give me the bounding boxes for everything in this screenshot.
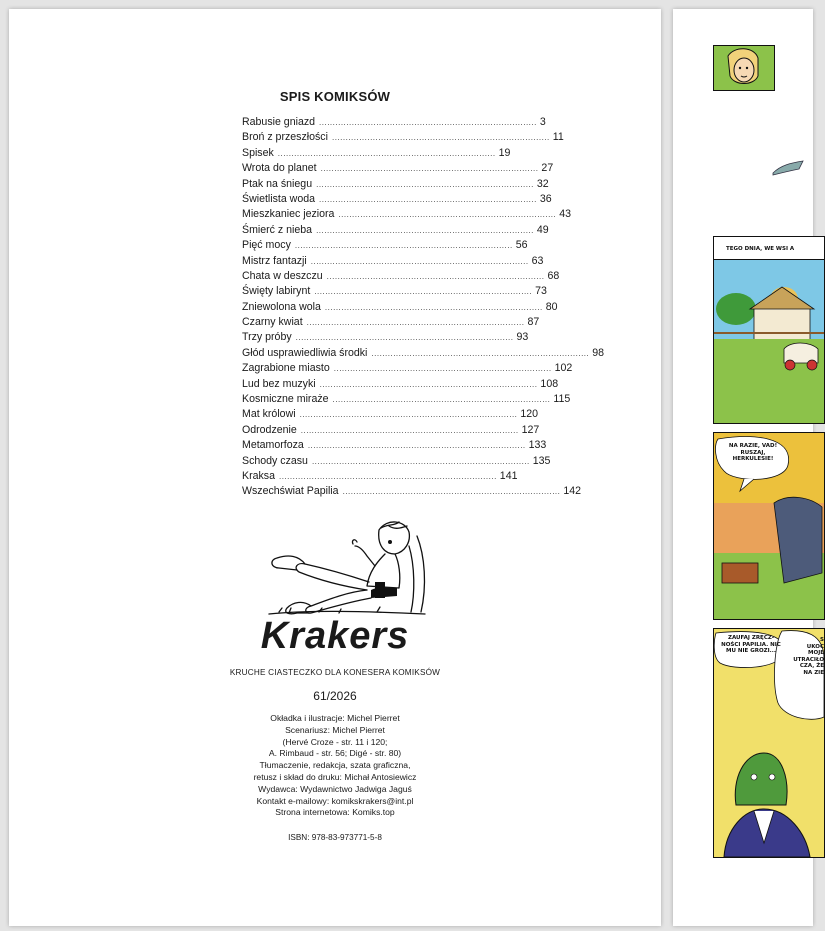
toc-entry-page: 133 bbox=[528, 439, 547, 452]
toc-leader-dots bbox=[295, 241, 513, 250]
toc-entry bbox=[242, 254, 544, 270]
toc-entry-title: Mat królowi bbox=[242, 408, 296, 421]
toc-entry bbox=[242, 162, 554, 177]
toc-entry-page: 115 bbox=[553, 393, 571, 406]
toc-entry-title: Trzy próby bbox=[242, 331, 292, 344]
issue-number: 61/2026 bbox=[313, 689, 357, 703]
reclining-figure-illustration bbox=[249, 516, 429, 616]
toc-leader-dots bbox=[325, 303, 543, 312]
toc-entry bbox=[242, 285, 547, 300]
toc-entry-title: Śmierć z nieba bbox=[242, 223, 313, 236]
bubble-line: NOŚCI PAPILIA. NIC bbox=[721, 641, 781, 648]
toc-entry-page: 127 bbox=[521, 423, 540, 436]
toc-entry-page: 43 bbox=[559, 208, 572, 221]
toc-entry-title: Święty labirynt bbox=[242, 285, 311, 298]
comic-panel-green-character bbox=[713, 628, 825, 858]
credit-line: A. Rimbaud - str. 56; Digé - str. 80) bbox=[268, 748, 402, 759]
right-page-comic bbox=[673, 9, 824, 926]
village-scene-image bbox=[714, 259, 824, 423]
bubble-line: HERKULESIE! bbox=[732, 456, 774, 462]
toc-entry bbox=[242, 269, 560, 285]
toc-entry-page: 3 bbox=[539, 116, 546, 128]
toc-list bbox=[242, 116, 605, 501]
toc-leader-dots bbox=[308, 441, 526, 450]
toc-leader-dots bbox=[307, 318, 525, 327]
toc-leader-dots bbox=[320, 380, 538, 389]
toc-leader-dots bbox=[338, 210, 556, 219]
toc-leader-dots bbox=[300, 410, 518, 419]
toc-entry bbox=[242, 362, 573, 377]
toc-entry bbox=[242, 223, 549, 239]
toc-entry-page: 68 bbox=[547, 269, 560, 282]
comic-panel-village bbox=[713, 236, 825, 424]
toc-entry bbox=[242, 316, 540, 331]
toc-entry bbox=[242, 485, 582, 500]
toc-leader-dots bbox=[314, 287, 532, 296]
boy-portrait-image bbox=[714, 46, 774, 90]
tagline: KRUCHE CIASTECZKO DLA KONESERA KOMIKSÓW bbox=[229, 668, 441, 677]
bubble-line: UTRACIŁO bbox=[793, 656, 824, 663]
bubble-line: NA RAZIE, VAD! bbox=[728, 443, 778, 449]
toc-entry-page: 108 bbox=[540, 377, 559, 390]
toc-leader-dots bbox=[316, 226, 534, 235]
toc-leader-dots bbox=[343, 487, 561, 496]
toc-entry-page: 135 bbox=[532, 454, 551, 467]
toc-entry-page: 56 bbox=[515, 239, 528, 252]
toc-entry bbox=[242, 146, 511, 162]
speech-bubble-3 bbox=[784, 637, 824, 676]
toc-entry-page: 36 bbox=[539, 192, 552, 205]
toc-entry-page: 120 bbox=[520, 408, 539, 421]
toc-entry-title: Ptak na śniegu bbox=[242, 177, 313, 190]
toc-entry-title: Odrodzenie bbox=[242, 423, 297, 436]
toc-entry-title: Zagrabione miasto bbox=[242, 362, 330, 375]
toc-entry-title: Spisek bbox=[242, 146, 274, 159]
toc-entry-title: Rabusie gniazd bbox=[242, 116, 316, 128]
toc-entry-title: Mistrz fantazji bbox=[242, 254, 307, 267]
toc-entry-page: 98 bbox=[592, 346, 605, 359]
toc-entry-page: 93 bbox=[516, 331, 529, 344]
toc-entry bbox=[242, 377, 559, 393]
toc-entry-page: 11 bbox=[552, 131, 564, 144]
krakers-logo: Krakers bbox=[260, 615, 410, 657]
toc-entry-title: Schody czasu bbox=[242, 454, 308, 467]
toc-leader-dots bbox=[333, 395, 551, 404]
toc-title: SPIS KOMIKSÓW bbox=[279, 89, 391, 104]
toc-entry-page: 19 bbox=[498, 146, 511, 159]
toc-entry-title: Pięć mocy bbox=[242, 239, 291, 252]
toc-entry bbox=[242, 131, 564, 146]
bubble-line: RUSZAJ, bbox=[740, 449, 766, 456]
bubble-line: MU NIE GROZI... bbox=[726, 648, 776, 654]
toc-leader-dots bbox=[278, 149, 496, 158]
toc-entry-title: Metamorfoza bbox=[242, 439, 304, 452]
toc-entry bbox=[242, 408, 539, 423]
toc-entry-title: Lud bez muzyki bbox=[242, 377, 316, 390]
toc-entry bbox=[242, 454, 551, 470]
toc-entry bbox=[242, 208, 572, 223]
toc-leader-dots bbox=[334, 364, 552, 373]
bubble-line: NA ZIE bbox=[803, 669, 824, 676]
bubble-line: CZA, ŻE bbox=[799, 663, 824, 669]
toc-entry-title: Kraksa bbox=[242, 469, 275, 482]
toc-entry bbox=[242, 423, 540, 439]
toc-entry-title: Zniewolona wola bbox=[242, 300, 321, 313]
toc-entry-page: 32 bbox=[536, 177, 549, 190]
toc-leader-dots bbox=[296, 333, 514, 342]
bubble-line: ZAUFAJ ZRĘCZ- bbox=[727, 635, 775, 641]
bubble-line: MOJE bbox=[808, 650, 824, 656]
toc-entry-title: Świetlista woda bbox=[242, 192, 316, 205]
toc-leader-dots bbox=[371, 349, 589, 358]
isbn: ISBN: 978-83-973771-5-8 bbox=[288, 833, 382, 842]
toc-entry bbox=[242, 331, 529, 346]
toc-leader-dots bbox=[319, 195, 537, 204]
toc-entry-page: 49 bbox=[536, 223, 549, 236]
comic-panel-portrait bbox=[713, 45, 775, 91]
toc-entry bbox=[242, 346, 605, 362]
credit-line: (Hervé Croze - str. 11 i 120; bbox=[282, 736, 388, 747]
toc-entry-page: 102 bbox=[554, 362, 573, 375]
toc-leader-dots bbox=[301, 426, 519, 435]
toc-entry-page: 27 bbox=[541, 162, 554, 175]
toc-leader-dots bbox=[321, 164, 539, 173]
comic-panel-horse bbox=[713, 432, 825, 620]
toc-leader-dots bbox=[327, 272, 545, 281]
toc-entry bbox=[242, 116, 546, 131]
toc-entry bbox=[242, 393, 571, 408]
toc-entry bbox=[242, 300, 558, 316]
toc-entry-title: Wrota do planet bbox=[242, 162, 317, 175]
credit-line: Kontakt e-mailowy: komikskrakers@int.pl bbox=[256, 795, 414, 806]
toc-entry-title: Głód usprawiedliwia środki bbox=[242, 346, 368, 359]
credit-line: Scenariusz: Michel Pierret bbox=[285, 724, 385, 735]
speech-bubble-2 bbox=[716, 635, 786, 655]
credit-line: Strona internetowa: Komiks.top bbox=[275, 807, 395, 818]
toc-leader-dots bbox=[319, 118, 537, 127]
credit-line: Wydawca: Wydawnictwo Jadwiga Jaguś bbox=[258, 783, 412, 794]
toc-entry-page: 142 bbox=[563, 485, 582, 498]
left-page bbox=[9, 9, 661, 926]
toc-entry-page: 63 bbox=[531, 254, 544, 267]
toc-leader-dots bbox=[316, 180, 534, 189]
toc-entry-page: 141 bbox=[499, 469, 518, 482]
bubble-line: UKOC bbox=[806, 643, 824, 650]
toc-entry bbox=[242, 177, 549, 193]
credits-block bbox=[9, 713, 661, 819]
toc-leader-dots bbox=[311, 257, 529, 266]
toc-leader-dots bbox=[332, 133, 550, 142]
toc-leader-dots bbox=[312, 457, 530, 466]
bubble-line: S bbox=[820, 637, 824, 643]
credit-line: retusz i skład do druku: Michał Antosiewicz bbox=[253, 771, 417, 782]
toc-entry bbox=[242, 439, 547, 454]
toc-entry-page: 80 bbox=[545, 300, 558, 313]
toc-entry-title: Mieszkaniec jeziora bbox=[242, 208, 335, 221]
toc-entry-title: Wszechświat Papilia bbox=[242, 485, 339, 498]
toc-entry bbox=[242, 192, 552, 208]
credit-line: Okładka i ilustracje: Michel Pierret bbox=[270, 713, 400, 723]
toc-entry-title: Kosmiczne miraże bbox=[242, 393, 329, 406]
toc-entry-page: 87 bbox=[527, 316, 540, 329]
toc-entry-title: Broń z przeszłości bbox=[242, 131, 328, 144]
toc-entry bbox=[242, 239, 528, 254]
credit-line: Tłumaczenie, redakcja, szata graficzna, bbox=[259, 760, 411, 771]
toc-entry-title: Chata w deszczu bbox=[242, 269, 323, 282]
toc-leader-dots bbox=[279, 472, 497, 481]
caption-text: TEGO DNIA, WE WSI A bbox=[726, 246, 795, 252]
toc-entry-title: Czarny kwiat bbox=[242, 316, 303, 329]
speech-bubble-1 bbox=[720, 443, 786, 463]
toc-entry bbox=[242, 469, 518, 485]
toc-entry-page: 73 bbox=[535, 285, 547, 298]
bird-sketch-image bbox=[773, 159, 803, 179]
